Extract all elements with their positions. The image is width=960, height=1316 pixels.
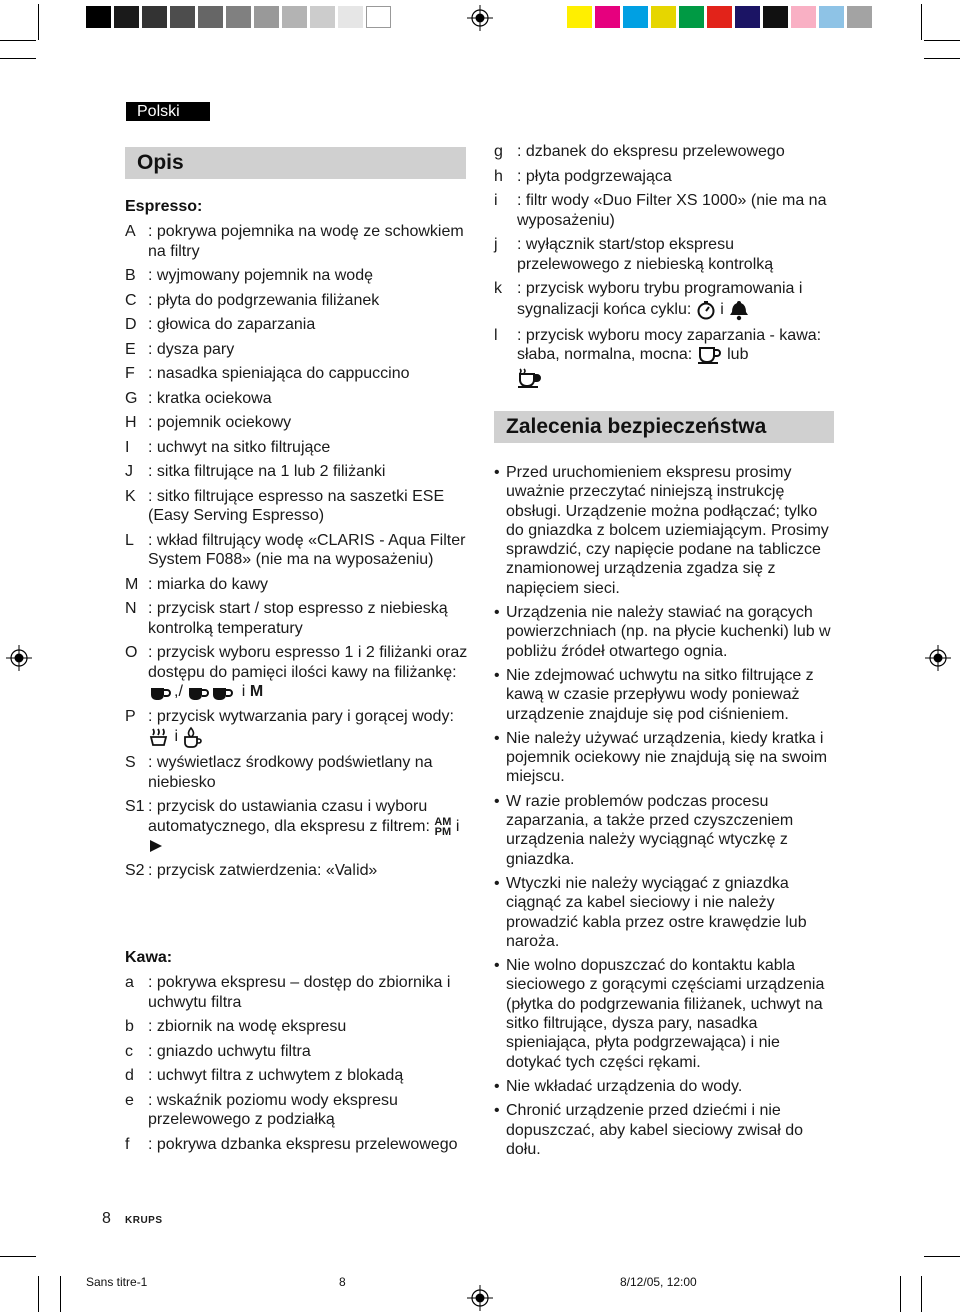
color-swatch <box>707 6 732 28</box>
list-item: • Przed uruchomieniem ekspresu prosimy uważnie przeczytać niniejszą instrukcję obsługi. Urządzenie można podłączać; tylko do gniazdka z bolcem uziemiającym. Prosimy sprawdzić, czy napięcie podane na tabliczce znamionowej urządzenia zgadza się z napięciem sieci. <box>494 464 829 597</box>
list-item: i : filtr wody «Duo Filter XS 1000» (nie ma na wyposażeniu) <box>494 192 827 229</box>
gray-swatch <box>86 6 111 28</box>
valid-display-label: Valid <box>334 861 369 879</box>
steam-icon <box>148 727 170 747</box>
gray-swatch <box>310 6 335 28</box>
play-arrow-icon <box>148 839 164 853</box>
list-item: • Chronić urządzenie przed dziećmi i nie dopuszczać, aby kabel sieciowy zwisał do dołu. <box>494 1102 804 1158</box>
crop-mark <box>924 1256 960 1257</box>
crop-mark <box>0 1256 36 1257</box>
am-pm-icon: AM PM <box>434 815 452 838</box>
list-item: M : miarka do kawy <box>125 575 269 593</box>
crop-mark <box>900 1276 901 1312</box>
gray-swatch <box>114 6 139 28</box>
list-item: • Nie wkładać urządzenia do wody. <box>494 1077 743 1095</box>
list-item: • Nie należy używać urządzenia, kiedy kratka i pojemnik ociekowy nie znajdują się na swoim miejscu. <box>494 729 828 786</box>
list-item: l : przycisk wyboru mocy zaparzania - kawa: słaba, normalna, mocna: lub <box>494 326 834 390</box>
list-item: J : sitka filtrujące na 1 lub 2 filiżanki <box>125 463 386 480</box>
crop-mark <box>0 40 36 41</box>
color-swatch <box>847 6 872 28</box>
registration-mark-icon <box>6 645 32 671</box>
color-swatch <box>679 6 704 28</box>
gray-swatch <box>282 6 307 28</box>
list-item: • Nie wolno dopuszczać do kontaktu kabla sieciowego z gorącymi częściami urządzenia (płytka do podgrzewania filiżanek, uchwyt na sitko filtrujące, dysza pary, nasadka spieniająca, płyta podgrzewająca) i nie dotykać tych części rękami. <box>494 957 825 1071</box>
espresso-heading: Espresso: <box>125 198 203 215</box>
list-item: e : wskaźnik poziomu wody ekspresu przelewowego z podziałką <box>125 1091 398 1128</box>
gray-swatch <box>366 6 391 28</box>
crop-mark <box>0 58 36 59</box>
list-item: S1 : przycisk do ustawiania czasu i wyboru automatycznego, dla ekspresu z filtrem: AM PM i <box>125 797 470 856</box>
color-swatch <box>819 6 844 28</box>
color-swatch <box>623 6 648 28</box>
color-swatch <box>595 6 620 28</box>
timer-icon <box>696 300 716 320</box>
list-item: I : uchwyt na sitko filtrujące <box>125 438 331 456</box>
gray-swatch <box>226 6 251 28</box>
hot-water-icon <box>182 726 204 748</box>
crop-mark <box>38 1276 39 1312</box>
color-swatch <box>567 6 592 28</box>
gray-swatch <box>170 6 195 28</box>
page-number: 8 <box>102 1210 111 1227</box>
list-item: j : wyłącznik start/stop ekspresu przelewowego z niebieską kontrolką <box>494 236 774 273</box>
kawa-parts-list <box>125 973 470 1159</box>
list-item: C : płyta do podgrzewania filiżanek <box>125 291 380 309</box>
brand-logo: KRUPS <box>125 1215 163 1226</box>
gray-swatch <box>142 6 167 28</box>
list-item: S2 : przycisk zatwierdzenia: «Valid» <box>125 861 378 879</box>
list-item: B : wyjmowany pojemnik na wodę <box>125 267 373 284</box>
list-item: D : głowica do zaparzania <box>125 316 316 333</box>
list-item: F : nasadka spieniająca do cappuccino <box>125 365 410 382</box>
list-item: L : wkład filtrujący wodę «CLARIS - Aqua Filter System F088» (nie ma na wyposażeniu) <box>125 531 466 568</box>
crop-mark <box>38 4 39 40</box>
gray-swatch <box>198 6 223 28</box>
mild-coffee-cup-icon <box>697 345 723 365</box>
section-title-opis: Opis <box>125 147 466 179</box>
crop-mark <box>924 58 960 59</box>
safety-list <box>494 463 834 1164</box>
list-item: d : uchwyt filtra z uchwytem z blokadą <box>125 1067 404 1084</box>
gray-swatch <box>254 6 279 28</box>
one-cup-icon <box>148 683 174 701</box>
print-slug-file: Sans titre-1 <box>86 1275 148 1289</box>
list-item: • Nie zdejmować uchwytu na sitko filtrujące z kawą w czasie przepływu wody ponieważ urządzenie znajduje się pod ciśnieniem. <box>494 666 814 723</box>
list-item: c : gniazdo uchwytu filtra <box>125 1042 311 1060</box>
gray-swatch <box>338 6 363 28</box>
registration-mark-icon <box>467 5 493 31</box>
list-item: A : pokrywa pojemnika na wodę ze schowkiem na filtry <box>125 223 464 260</box>
list-item: g : dzbanek do ekspresu przelewowego <box>494 143 785 160</box>
color-swatch <box>791 6 816 28</box>
crop-mark <box>924 40 960 41</box>
list-item: • Urządzenia nie należy stawiać na gorących powierzchniach (np. na płycie kuchenki) lub w pobliżu źródeł otwartego ognia. <box>494 604 831 660</box>
registration-mark-icon <box>925 645 951 671</box>
list-item: O : przycisk wyboru espresso 1 i 2 filiżanki oraz dostępu do pamięci ilości kawy na filiżankę: ,/ i M <box>125 644 468 700</box>
list-item: G : kratka ociekowa <box>125 389 272 407</box>
print-slug-page: 8 <box>339 1275 346 1289</box>
kawa-heading: Kawa: <box>125 949 173 966</box>
list-item: P : przycisk wytwarzania pary i gorącej wody: i <box>125 707 470 749</box>
list-item: b : zbiornik na wodę ekspresu <box>125 1018 347 1035</box>
language-label: Polski <box>126 102 210 121</box>
crop-mark <box>60 1276 61 1312</box>
color-swatch <box>763 6 788 28</box>
color-swatch <box>735 6 760 28</box>
crop-mark <box>921 4 922 40</box>
list-item: K : sitko filtrujące espresso na saszetki ESE (Easy Serving Espresso) <box>125 487 445 524</box>
espresso-parts-list <box>125 222 470 886</box>
list-item: H : pojemnik ociekowy <box>125 414 292 431</box>
color-swatch <box>651 6 676 28</box>
list-item: S : wyświetlacz środkowy podświetlany na niebiesko <box>125 754 433 791</box>
list-item: k : przycisk wyboru trybu programowania i sygnalizacji końca cyklu: i <box>494 279 834 321</box>
section-title-safety: Zalecenia bezpieczeństwa <box>494 411 834 443</box>
registration-mark-icon <box>467 1285 493 1311</box>
list-item: E : dysza pary <box>125 340 235 358</box>
list-item: a : pokrywa ekspresu – dostęp do zbiornika i uchwytu filtra <box>125 974 451 1011</box>
two-cups-icon <box>187 683 237 701</box>
list-item: N : przycisk start / stop espresso z niebieską kontrolką temperatury <box>125 600 448 637</box>
crop-mark <box>921 1276 922 1312</box>
bell-icon <box>728 299 750 321</box>
list-item: h : płyta podgrzewająca <box>494 167 672 185</box>
print-slug-datetime: 8/12/05, 12:00 <box>620 1275 697 1289</box>
kawa-parts-list-continued <box>494 142 834 394</box>
list-item: • Wtyczki nie należy wyciągać z gniazdka ciągnąć za kabel sieciowy i nie należy prowadzić kabla przez ostre krawędzie lub naroża. <box>494 874 807 950</box>
list-item: • W razie problemów podczas procesu zaparzania, a także przed czyszczeniem urządzenia należy wyciągnąć wtyczkę z gniazdka. <box>494 792 794 868</box>
list-item: f : pokrywa dzbanka ekspresu przelewowego <box>125 1135 458 1153</box>
strong-coffee-cup-icon <box>517 367 545 389</box>
